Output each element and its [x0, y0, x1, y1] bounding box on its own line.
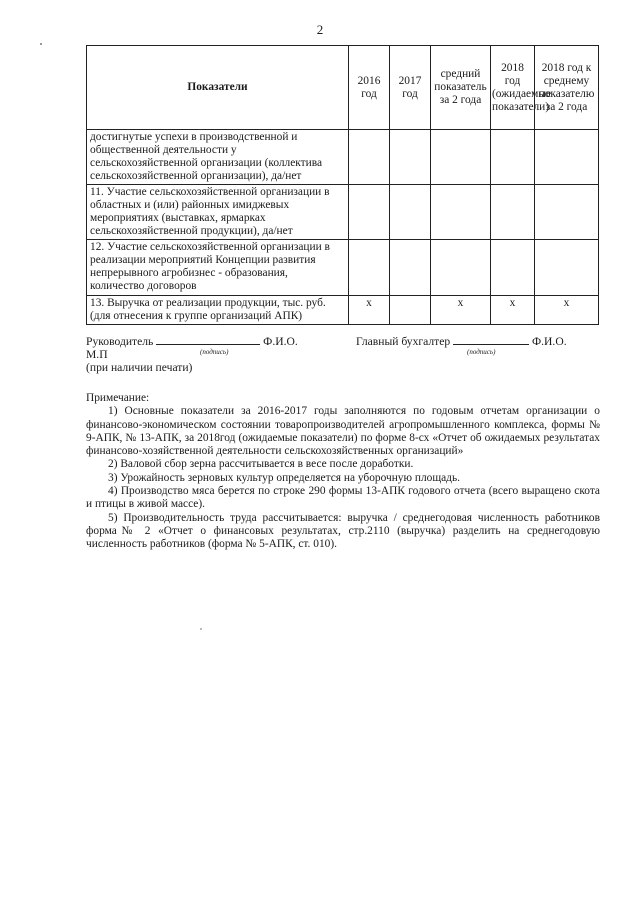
header-2018: 2018 год (ожидаемые показатели): [491, 46, 535, 130]
cell: х: [491, 296, 535, 325]
head-fio: Ф.И.О.: [263, 335, 298, 348]
head-label: Руководитель: [86, 335, 154, 348]
cell: [491, 130, 535, 185]
accountant-fio: Ф.И.О.: [532, 335, 567, 348]
accountant-signature-line[interactable]: [453, 334, 529, 345]
table-row: [87, 296, 599, 325]
note-item: 4) Производство мяса берется по строке 290 формы 13-АПК годового отчета (всего выращено скота и птицы в живой массе).: [86, 485, 600, 511]
cell: [535, 240, 599, 296]
accountant-signature: [356, 334, 567, 349]
indicators-table: [86, 45, 599, 325]
cell: [390, 185, 431, 240]
cell: [349, 240, 390, 296]
note-item: 5) Производительность труда рассчитывается: выручка / среднегодовая численность работников форма№ 2 «Отчет о финансовых результатах, стр.2110 (выручка) разделить на среднегодовую численность работников (форма № 5-АПК, ст. 010).: [86, 511, 600, 551]
row-label: 13. Выручка от реализации продукции, тыс. руб. (для отнесения к группе организаций АПК): [87, 296, 349, 325]
row-label: 11. Участие сельскохозяйственной организации в областных и (или) районных имиджевых мероприятиях (выставках, ярмарках сельскохозяйственной продукции), да/нет: [87, 185, 349, 240]
row-label: 12. Участие сельскохозяйственной организации в реализации мероприятий Концепции развития непрерывного агробизнес - образования, количество договоров: [87, 240, 349, 296]
notes-title: Примечание:: [86, 392, 150, 404]
cell: [390, 240, 431, 296]
scan-speck: [200, 628, 202, 630]
head-signature-line[interactable]: [156, 334, 260, 345]
page-number: 2: [316, 22, 324, 37]
cell: х: [535, 296, 599, 325]
header-2017: 2017 год: [390, 46, 431, 130]
cell: [349, 185, 390, 240]
cell: [535, 185, 599, 240]
stamp-label: М.П: [86, 348, 108, 361]
row-label: достигнутые успехи в производственной и общественной деятельности у сельскохозяйственной организации (коллектива сельскохозяйственной организации), да/нет: [87, 130, 349, 185]
cell: [390, 296, 431, 325]
cell: х: [349, 296, 390, 325]
cell: [349, 130, 390, 185]
header-indicator: Показатели: [87, 46, 349, 130]
note-item: 3) Урожайность зерновых культур определяется на уборочную площадь.: [108, 471, 461, 484]
cell: [431, 130, 491, 185]
table-row: [87, 240, 599, 296]
header-2016: 2016 год: [349, 46, 390, 130]
accountant-label: Главный бухгалтер: [356, 335, 451, 348]
cell: [491, 240, 535, 296]
cell: [390, 130, 431, 185]
header-average: средний показатель за 2 года: [431, 46, 491, 130]
scan-speck: [40, 43, 42, 45]
cell: [431, 240, 491, 296]
header-2018-vs-average: 2018 год к среднему показателю за 2 года: [535, 46, 599, 130]
cell: [491, 185, 535, 240]
head-podpis-caption: (подпись): [200, 348, 229, 356]
table-row: [87, 130, 599, 185]
table-header-row: [87, 46, 599, 130]
stamp-note: (при наличии печати): [86, 361, 193, 374]
cell: [431, 185, 491, 240]
head-signature: [86, 334, 298, 349]
cell: х: [431, 296, 491, 325]
notes-section: [86, 392, 600, 552]
cell: [535, 130, 599, 185]
table-row: [87, 185, 599, 240]
note-item: 2) Валовой сбор зерна рассчитывается в весе после доработки.: [108, 458, 414, 471]
accountant-podpis-caption: (подпись): [467, 348, 496, 356]
note-item: 1) Основные показатели за 2016-2017 годы заполняются по годовым отчетам организации о финансово-экономическом состоянии товаропроизводителей агропромышленного комплекса, формы № 9-АПК, № 13-АПК, за 2018год (ожидаемые показатели) по форме 8-сх «Отчет об ожидаемых результатах финансово-хозяйственной деятельности сельскохозяйственных организаций»: [86, 405, 600, 458]
